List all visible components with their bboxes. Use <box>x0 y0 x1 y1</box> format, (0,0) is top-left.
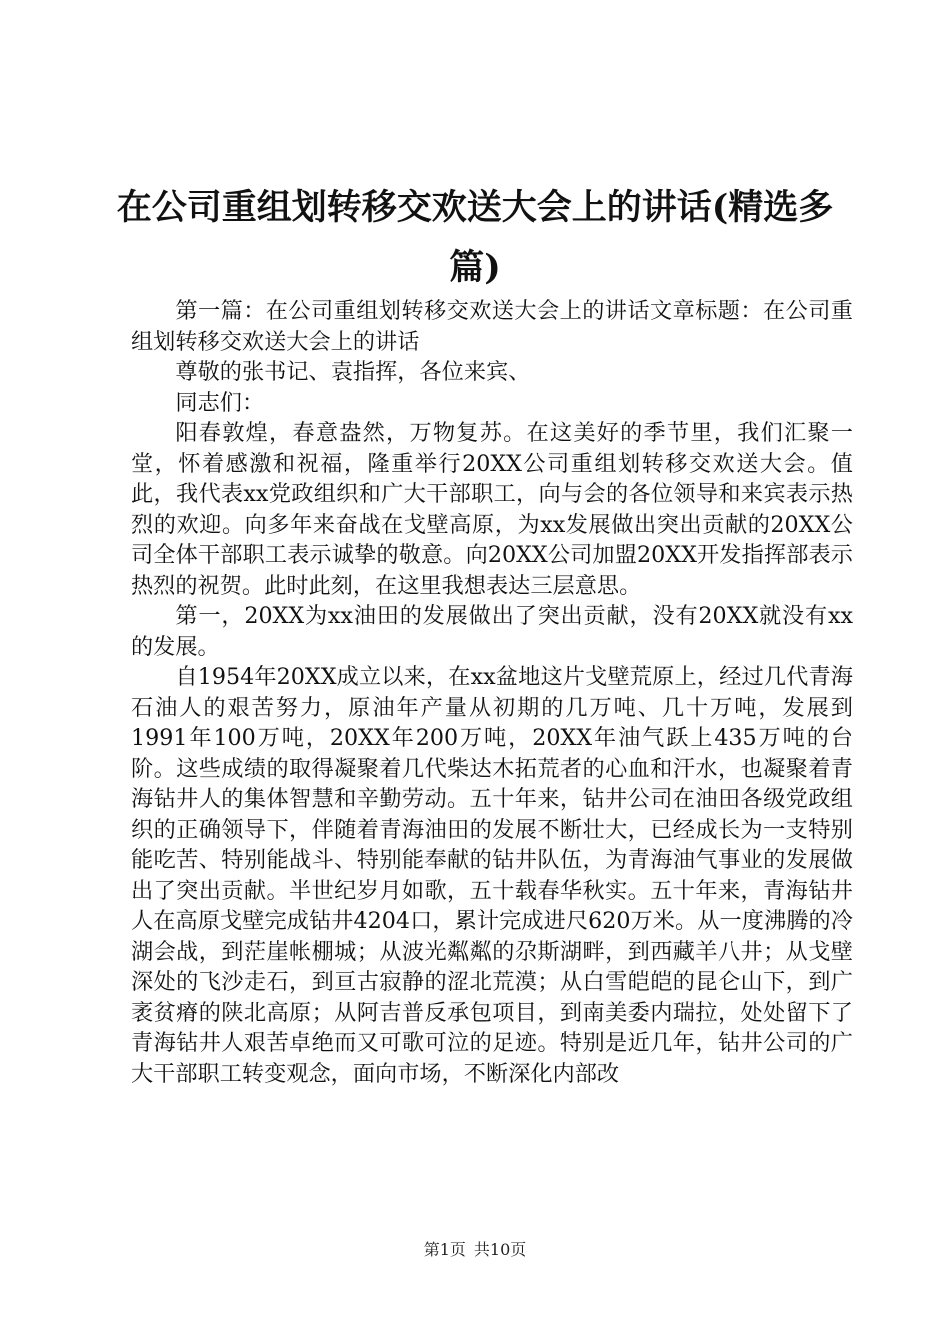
paragraph-opening: 阳春敦煌，春意盎然，万物复苏。在这美好的季节里，我们汇聚一堂，怀着感激和祝福，隆重举行20XX公司重组划转移交欢送大会。值此，我代表xx党政组织和广大干部职工，向与会的各位领导和来宾表示热烈的欢迎。向多年来奋战在戈壁高原，为xx发展做出突出贡献的20XX公司全体干部职工表示诚挚的敬意。向20XX公司加盟20XX开发指挥部表示热烈的祝贺。此时此刻，在这里我想表达三层意思。 <box>131 420 853 599</box>
document-body <box>131 296 853 1089</box>
paragraph-comrades: 同志们： <box>175 389 265 416</box>
page-total: 共10页 <box>473 1240 527 1259</box>
paragraph-point-one: 第一，20XX为xx油田的发展做出了突出贡献，没有20XX就没有xx的发展。 <box>131 603 853 660</box>
paragraph-heading: 第一篇：在公司重组划转移交欢送大会上的讲话文章标题：在公司重组划转移交欢送大会上的讲话 <box>131 298 853 355</box>
document-title: 在公司重组划转移交欢送大会上的讲话(精选多篇) <box>116 187 834 288</box>
paragraph-salutation: 尊敬的张书记、袁指挥，各位来宾、 <box>175 359 531 385</box>
paragraph-history: 自1954年20XX成立以来，在xx盆地这片戈壁荒原上，经过几代青海石油人的艰苦努力，原油年产量从初期的几万吨、几十万吨，发展到1991年100万吨，20XX年200万吨，20XX年油气跃上435万吨的台阶。这些成绩的取得凝聚着几代柴达木拓荒者的心血和汗水，也凝聚着青海钻井人的集体智慧和辛勤劳动。五十年来，钻井公司在油田各级党政组织的正确领导下，伴随着青海油田的发展不断壮大，已经成长为一支特别能吃苦、特别能战斗、特别能奉献的钻井队伍，为青海油气事业的发展做出了突出贡献。半世纪岁月如歌，五十载春华秋实。五十年来，青海钻井人在高原戈壁完成钻井4204口，累计完成进尺620万米。从一度沸腾的冷湖会战，到茫崖帐棚城；从波光粼粼的尕斯湖畔，到西藏羊八井；从戈壁深处的飞沙走石，到亘古寂静的涩北荒漠；从白雪皑皑的昆仑山下，到广袤贫瘠的陕北高原；从阿吉普反承包项目，到南美委内瑞拉，处处留下了青海钻井人艰苦卓绝而又可歌可泣的足迹。特别是近几年，钻井公司的广大干部职工转变观念，面向市场，不断深化内部改 <box>131 664 853 1087</box>
page-footer <box>0 1240 950 1260</box>
page-number: 第1页 <box>423 1240 466 1259</box>
